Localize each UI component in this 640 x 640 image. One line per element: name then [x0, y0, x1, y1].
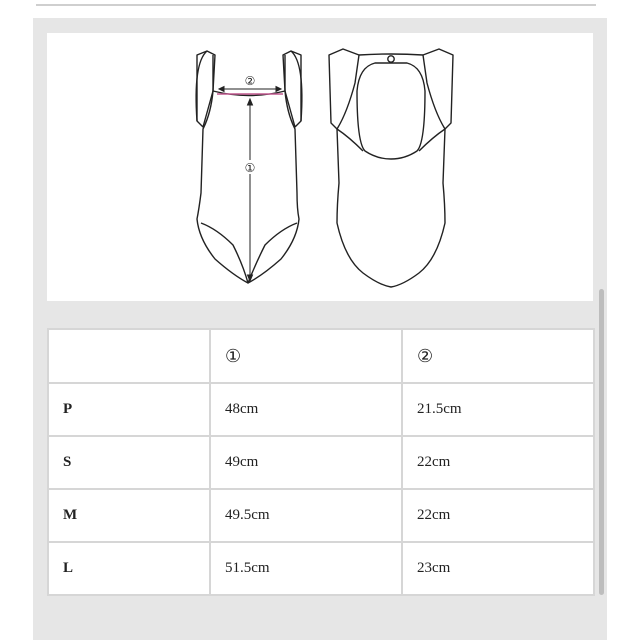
width-marker: ② — [244, 74, 256, 88]
header-cell-width: ② — [402, 329, 594, 383]
table-row — [48, 436, 594, 489]
size-label-cell: M — [48, 489, 210, 542]
length-arrow — [248, 99, 253, 281]
header-cell-empty — [48, 329, 210, 383]
width-value-cell: 23cm — [402, 542, 594, 595]
table-header-row — [48, 329, 594, 383]
length-value-cell: 49.5cm — [210, 489, 402, 542]
width-value-cell: 21.5cm — [402, 383, 594, 436]
leotard-back-view — [329, 49, 453, 287]
header-cell-length: ① — [210, 329, 402, 383]
length-marker: ① — [244, 161, 256, 175]
size-label-cell: L — [48, 542, 210, 595]
scrollbar-thumb[interactable] — [599, 289, 604, 595]
table-row — [48, 489, 594, 542]
size-label-cell: S — [48, 436, 210, 489]
width-value-cell: 22cm — [402, 436, 594, 489]
garment-diagram — [47, 33, 593, 301]
length-value-cell: 51.5cm — [210, 542, 402, 595]
length-value-cell: 49cm — [210, 436, 402, 489]
size-chart-table — [47, 328, 595, 596]
length-value-cell: 48cm — [210, 383, 402, 436]
top-divider — [36, 4, 596, 6]
leotard-illustration — [47, 33, 593, 301]
table-row — [48, 383, 594, 436]
width-value-cell: 22cm — [402, 489, 594, 542]
table-row — [48, 542, 594, 595]
size-label-cell: P — [48, 383, 210, 436]
